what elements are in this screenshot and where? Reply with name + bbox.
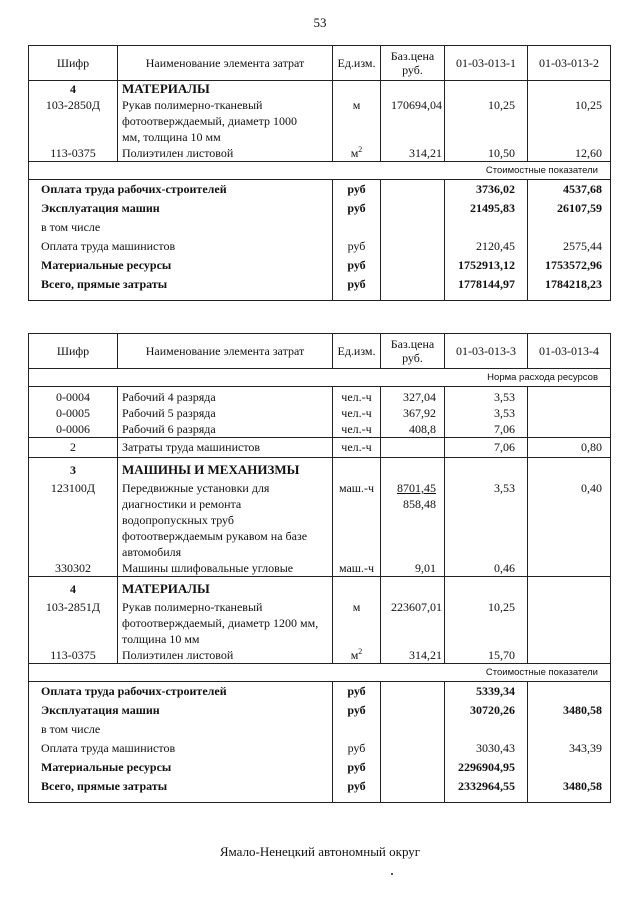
machinists-price: [381, 438, 445, 458]
cost-rows: [29, 682, 611, 803]
name-cell: [118, 387, 333, 438]
section-title: МАТЕРИАЛЫ: [122, 581, 210, 596]
table-row-materials: [29, 577, 611, 664]
item-name-line: Машины шлифовальные угловые: [122, 561, 294, 575]
resource-table-1: [28, 45, 611, 301]
table-header-row: [29, 46, 611, 81]
header-price-line2: руб.: [402, 351, 423, 365]
cost-row-value: 1778144,97: [458, 277, 515, 291]
item-price-denominator: 858,48: [403, 497, 436, 511]
header-name: Наименование элемента затрат: [118, 334, 333, 369]
cost-row-unit: руб: [347, 779, 366, 793]
cost-row-name: Материальные ресурсы: [41, 258, 172, 272]
header-code: Шифр: [29, 46, 118, 81]
header-price: [381, 334, 445, 369]
value-cell-col2: [528, 577, 611, 664]
item-price: 223607,01: [391, 600, 442, 614]
cost-row-name: Оплата труда рабочих-строителей: [41, 182, 227, 196]
table-row-machinists: [29, 438, 611, 458]
item-value: 10,25: [575, 98, 602, 112]
cost-row-value: 3480,58: [563, 779, 602, 793]
name-cell: [118, 577, 333, 664]
cost-row-unit: руб: [347, 703, 366, 717]
table-row-materials: [29, 81, 611, 162]
cost-section-label: Стоимостные показатели: [29, 664, 611, 682]
item-code: 330302: [55, 561, 91, 575]
worker-unit: чел.-ч: [341, 422, 372, 436]
code-cell: [29, 458, 118, 577]
cost-names: [29, 682, 333, 803]
cost-values-col2: [528, 682, 611, 803]
cost-row-value: 1784218,23: [545, 277, 602, 291]
machinists-name: Затраты труда машинистов: [118, 438, 333, 458]
item-name-line: толщина 10 мм: [122, 632, 200, 646]
item-code: 113-0375: [50, 146, 96, 160]
item-code: 123100Д: [50, 481, 96, 495]
table-row-workers: [29, 387, 611, 438]
item-name-line: автомобиля: [122, 545, 182, 559]
item-unit: маш.-ч: [338, 561, 375, 575]
cost-units: [333, 180, 381, 301]
section-code: 4: [70, 582, 76, 596]
value-cell-col2: [528, 81, 611, 162]
machinists-value-col2: 0,80: [528, 438, 611, 458]
code-cell: [29, 81, 118, 162]
item-name-line: Полиэтилен листовой: [122, 146, 234, 160]
cost-row-value: 3030,43: [476, 741, 515, 755]
value-cell-col1: [445, 458, 528, 577]
item-value: 12,60: [575, 146, 602, 160]
item-unit: м: [352, 600, 361, 614]
cost-row-name: Эксплуатация машин: [41, 703, 160, 717]
worker-price: 408,8: [409, 422, 436, 436]
cost-row-name: в том числе: [41, 722, 101, 736]
item-unit: м: [352, 98, 361, 112]
cost-row-unit: руб: [347, 258, 366, 272]
worker-code: 0-0006: [56, 422, 90, 436]
item-code: 103-2851Д: [45, 600, 101, 614]
cost-row-value: 30720,26: [470, 703, 515, 717]
cost-row-name: Оплата труда рабочих-строителей: [41, 684, 227, 698]
cost-row-name: Оплата труда машинистов: [41, 741, 176, 755]
worker-name: Рабочий 4 разряда: [122, 390, 216, 404]
item-value: 15,70: [488, 648, 515, 662]
cost-row-name: Материальные ресурсы: [41, 760, 172, 774]
cost-row-unit: руб: [347, 277, 366, 291]
name-cell: [118, 458, 333, 577]
worker-unit: чел.-ч: [341, 406, 372, 420]
worker-price: 327,04: [403, 390, 436, 404]
cost-row-value: 5339,34: [476, 684, 515, 698]
item-unit: м: [350, 146, 359, 160]
item-price-numerator: 8701,45: [397, 481, 436, 495]
cost-row-name: Всего, прямые затраты: [41, 779, 168, 793]
cost-row-unit: руб: [347, 741, 366, 755]
cost-row-name: Всего, прямые затраты: [41, 277, 168, 291]
item-price: 314,21: [409, 146, 442, 160]
unit-superscript: 2: [358, 145, 363, 154]
header-col2: 01-03-013-2: [528, 46, 611, 81]
item-price: 170694,04: [391, 98, 442, 112]
name-cell: [118, 81, 333, 162]
unit-cell: [333, 577, 381, 664]
unit-cell: [333, 387, 381, 438]
section-code: 4: [70, 82, 76, 96]
header-code: Шифр: [29, 334, 118, 369]
norm-section-header: [29, 369, 611, 387]
cost-row-name: в том числе: [41, 220, 101, 234]
item-name-line: водопропускных труб: [122, 513, 235, 527]
cost-row-value: 1752913,12: [458, 258, 515, 272]
footer-region-name: Ямало-Ненецкий автономный округ: [219, 844, 421, 859]
price-cell: [381, 81, 445, 162]
value-cell-col1: [445, 577, 528, 664]
cost-row-unit: руб: [347, 182, 366, 196]
unit-cell: [333, 81, 381, 162]
cost-row-value: 343,39: [569, 741, 602, 755]
value-cell-col1: [445, 81, 528, 162]
header-price-line2: руб.: [402, 63, 423, 77]
worker-code: 0-0004: [56, 390, 90, 404]
header-unit: Ед.изм.: [333, 334, 381, 369]
item-name-line: Полиэтилен листовой: [122, 648, 234, 662]
code-cell: [29, 577, 118, 664]
cost-row-name: Оплата труда машинистов: [41, 239, 176, 253]
item-value: 0,46: [494, 561, 515, 575]
value-cell-col2: [528, 387, 611, 438]
cost-row-unit: руб: [347, 239, 366, 253]
cost-row-value: 3736,02: [476, 182, 515, 196]
section-title: МАТЕРИАЛЫ: [122, 81, 210, 96]
header-price-line1: Баз.цена: [390, 337, 435, 351]
item-name-line: фотоотверждаемый, диаметр 1000: [122, 114, 298, 128]
cost-rows: [29, 180, 611, 301]
item-value: 10,25: [488, 98, 515, 112]
item-price: 314,21: [409, 648, 442, 662]
code-cell: [29, 387, 118, 438]
cost-row-name: Эксплуатация машин: [41, 201, 160, 215]
norm-section-label: Норма расхода ресурсов: [29, 369, 611, 387]
worker-value: 3,53: [494, 406, 515, 420]
price-cell: [381, 387, 445, 438]
cost-section-header: [29, 664, 611, 682]
item-unit: м: [350, 648, 359, 662]
cost-row-unit: руб: [347, 201, 366, 215]
cost-row-unit: руб: [347, 760, 366, 774]
header-col1: 01-03-013-3: [445, 334, 528, 369]
worker-price: 367,92: [403, 406, 436, 420]
worker-unit: чел.-ч: [341, 390, 372, 404]
item-name-line: Рукав полимерно-тканевый: [122, 98, 263, 112]
header-price-line1: Баз.цена: [390, 49, 435, 63]
item-name-line: Передвижные установки для: [122, 481, 270, 495]
machinists-code: 2: [29, 438, 118, 458]
worker-name: Рабочий 5 разряда: [122, 406, 216, 420]
cost-price-empty: [381, 682, 445, 803]
value-cell-col1: [445, 387, 528, 438]
item-name-line: фотоотверждаемый, диаметр 1200 мм,: [122, 616, 319, 630]
cost-row-value: 1753572,96: [545, 258, 602, 272]
cost-row-value: 3480,58: [563, 703, 602, 717]
cost-names: [29, 180, 333, 301]
table-row-machines: [29, 458, 611, 577]
cost-row-value: 2575,44: [563, 239, 602, 253]
section-title: МАШИНЫ И МЕХАНИЗМЫ: [122, 462, 300, 477]
item-value: 10,50: [488, 146, 515, 160]
machinists-unit: чел.-ч: [333, 438, 381, 458]
cost-row-value: 4537,68: [563, 182, 602, 196]
price-cell: [381, 577, 445, 664]
item-name-line: фотоотверждаемым рукавом на базе: [122, 529, 308, 543]
item-unit: маш.-ч: [338, 481, 375, 495]
item-value: 10,25: [488, 600, 515, 614]
cost-values-col2: [528, 180, 611, 301]
cost-row-value: 21495,83: [470, 201, 515, 215]
worker-value: 7,06: [494, 422, 515, 436]
price-cell: [381, 458, 445, 577]
unit-superscript: 2: [358, 647, 363, 656]
cost-row-value: 26107,59: [557, 201, 602, 215]
item-name-line: диагностики и ремонта: [122, 497, 242, 511]
item-value: 3,53: [494, 481, 515, 495]
unit-cell: [333, 458, 381, 577]
page-number: 53: [313, 15, 327, 30]
cost-units: [333, 682, 381, 803]
cost-row-unit: руб: [347, 684, 366, 698]
cost-values-col1: [445, 682, 528, 803]
header-col1: 01-03-013-1: [445, 46, 528, 81]
item-code: 103-2850Д: [45, 98, 101, 112]
cost-section-label: Стоимостные показатели: [29, 162, 611, 180]
scan-speck: [391, 873, 393, 875]
value-cell-col2: [528, 458, 611, 577]
header-unit: Ед.изм.: [333, 46, 381, 81]
item-price: 9,01: [415, 561, 436, 575]
cost-row-value: 2296904,95: [458, 760, 515, 774]
cost-row-value: 2120,45: [476, 239, 515, 253]
cost-price-empty: [381, 180, 445, 301]
header-name: Наименование элемента затрат: [118, 46, 333, 81]
cost-row-value: 2332964,55: [458, 779, 515, 793]
table-header-row: [29, 334, 611, 369]
section-code: 3: [70, 463, 76, 477]
cost-values-col1: [445, 180, 528, 301]
item-name-line: Рукав полимерно-тканевый: [122, 600, 263, 614]
worker-code: 0-0005: [56, 406, 90, 420]
header-price: [381, 46, 445, 81]
item-value: 0,40: [581, 481, 602, 495]
resource-table-2: [28, 333, 611, 803]
header-col2: 01-03-013-4: [528, 334, 611, 369]
worker-name: Рабочий 6 разряда: [122, 422, 216, 436]
item-code: 113-0375: [50, 648, 96, 662]
worker-value: 3,53: [494, 390, 515, 404]
cost-section-header: [29, 162, 611, 180]
machinists-value-col1: 7,06: [445, 438, 528, 458]
item-name-line: мм, толщина 10 мм: [122, 130, 221, 144]
